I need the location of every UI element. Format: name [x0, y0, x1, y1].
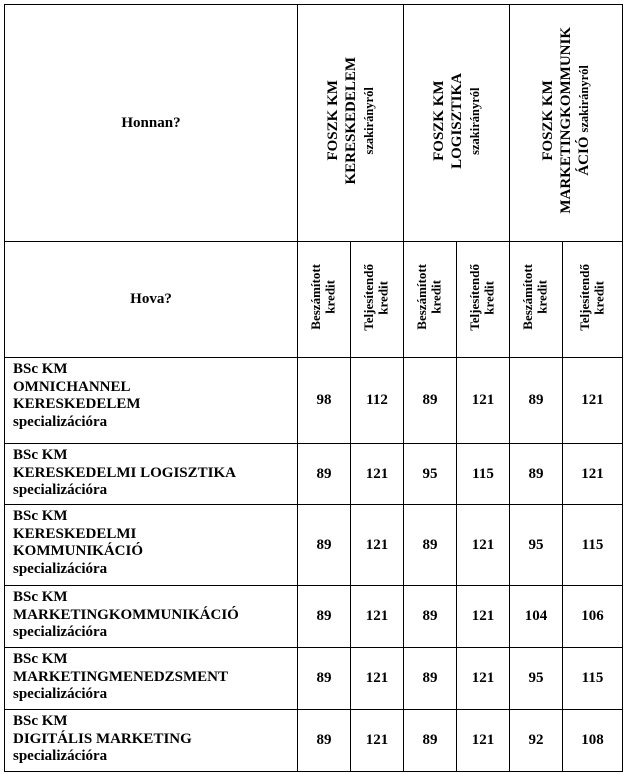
- credit-value: 89: [404, 358, 457, 444]
- credit-value: 89: [298, 648, 351, 710]
- to-label: Hova?: [5, 242, 298, 358]
- header-row-credits: [5, 242, 623, 358]
- row-label: BSc KM DIGITÁLIS MARKETING specializációra: [5, 710, 298, 772]
- credit-value: 89: [404, 586, 457, 648]
- credit-value: 89: [298, 505, 351, 586]
- credit-value: 121: [351, 505, 404, 586]
- program-header-marketingkommunikacio: [510, 5, 623, 242]
- program-title: FOSZK KM MARKETINGKOMMUNIK ÁCIÓ: [540, 27, 592, 214]
- row-label: BSc KM KERESKEDELMI KOMMUNIKÁCIÓ specializációra: [5, 505, 298, 586]
- row-label: BSc KM MARKETINGKOMMUNIKÁCIÓ specializációra: [5, 586, 298, 648]
- credit-value: 121: [457, 505, 510, 586]
- table-row: [5, 358, 623, 444]
- credit-value: 121: [457, 586, 510, 648]
- credit-value: 115: [457, 444, 510, 505]
- credit-value: 89: [510, 444, 563, 505]
- credit-value: 115: [563, 648, 623, 710]
- table-row: [5, 586, 623, 648]
- credit-value: 108: [563, 710, 623, 772]
- credit-value: 95: [510, 505, 563, 586]
- credit-value: 89: [298, 710, 351, 772]
- credit-value: 121: [457, 710, 510, 772]
- program-header-kereskedelem: [298, 5, 404, 242]
- program-title: FOSZK KM KERESKEDELEM: [324, 56, 359, 185]
- credit-value: 98: [298, 358, 351, 444]
- program-suffix: szakirányról: [576, 65, 591, 133]
- credit-value: 104: [510, 586, 563, 648]
- credited-header: Beszámított kredit: [404, 242, 457, 358]
- credit-value: 89: [298, 444, 351, 505]
- credited-header: Beszámított kredit: [298, 242, 351, 358]
- program-header-logisztika: [404, 5, 510, 242]
- program-suffix: szakirányról: [361, 86, 376, 155]
- credit-value: 95: [404, 444, 457, 505]
- credit-value: 115: [563, 505, 623, 586]
- row-label: BSc KM KERESKEDELMI LOGISZTIKA specializációra: [5, 444, 298, 505]
- credit-value: 121: [457, 648, 510, 710]
- credit-value: 121: [351, 710, 404, 772]
- credit-value: 89: [298, 586, 351, 648]
- required-header: Teljesítendő kredit: [457, 242, 510, 358]
- row-label: BSc KM MARKETINGMENEDZSMENT specializációra: [5, 648, 298, 710]
- credit-value: 112: [351, 358, 404, 444]
- table-row: [5, 444, 623, 505]
- credit-value: 121: [351, 586, 404, 648]
- required-header: Teljesítendő kredit: [563, 242, 623, 358]
- program-title: FOSZK KM LOGISZTIKA: [430, 72, 465, 169]
- row-label: BSc KM OMNICHANNEL KERESKEDELEM specializációra: [5, 358, 298, 444]
- credited-header: Beszámított kredit: [510, 242, 563, 358]
- credit-value: 121: [351, 444, 404, 505]
- credit-value: 121: [563, 358, 623, 444]
- credit-value: 89: [404, 505, 457, 586]
- table-row: [5, 648, 623, 710]
- credit-value: 121: [351, 648, 404, 710]
- credit-value: 89: [404, 648, 457, 710]
- credit-value: 92: [510, 710, 563, 772]
- credit-value: 121: [563, 444, 623, 505]
- credit-value: 106: [563, 586, 623, 648]
- required-header: Teljesítendő kredit: [351, 242, 404, 358]
- table-row: [5, 505, 623, 586]
- header-row-programs: [5, 5, 623, 242]
- credit-value: 89: [404, 710, 457, 772]
- from-label: Honnan?: [5, 5, 298, 242]
- credit-value: 89: [510, 358, 563, 444]
- credit-table: [4, 4, 623, 772]
- credit-value: 95: [510, 648, 563, 710]
- table-row: [5, 710, 623, 772]
- credit-value: 121: [457, 358, 510, 444]
- program-suffix: szakirányról: [467, 86, 482, 155]
